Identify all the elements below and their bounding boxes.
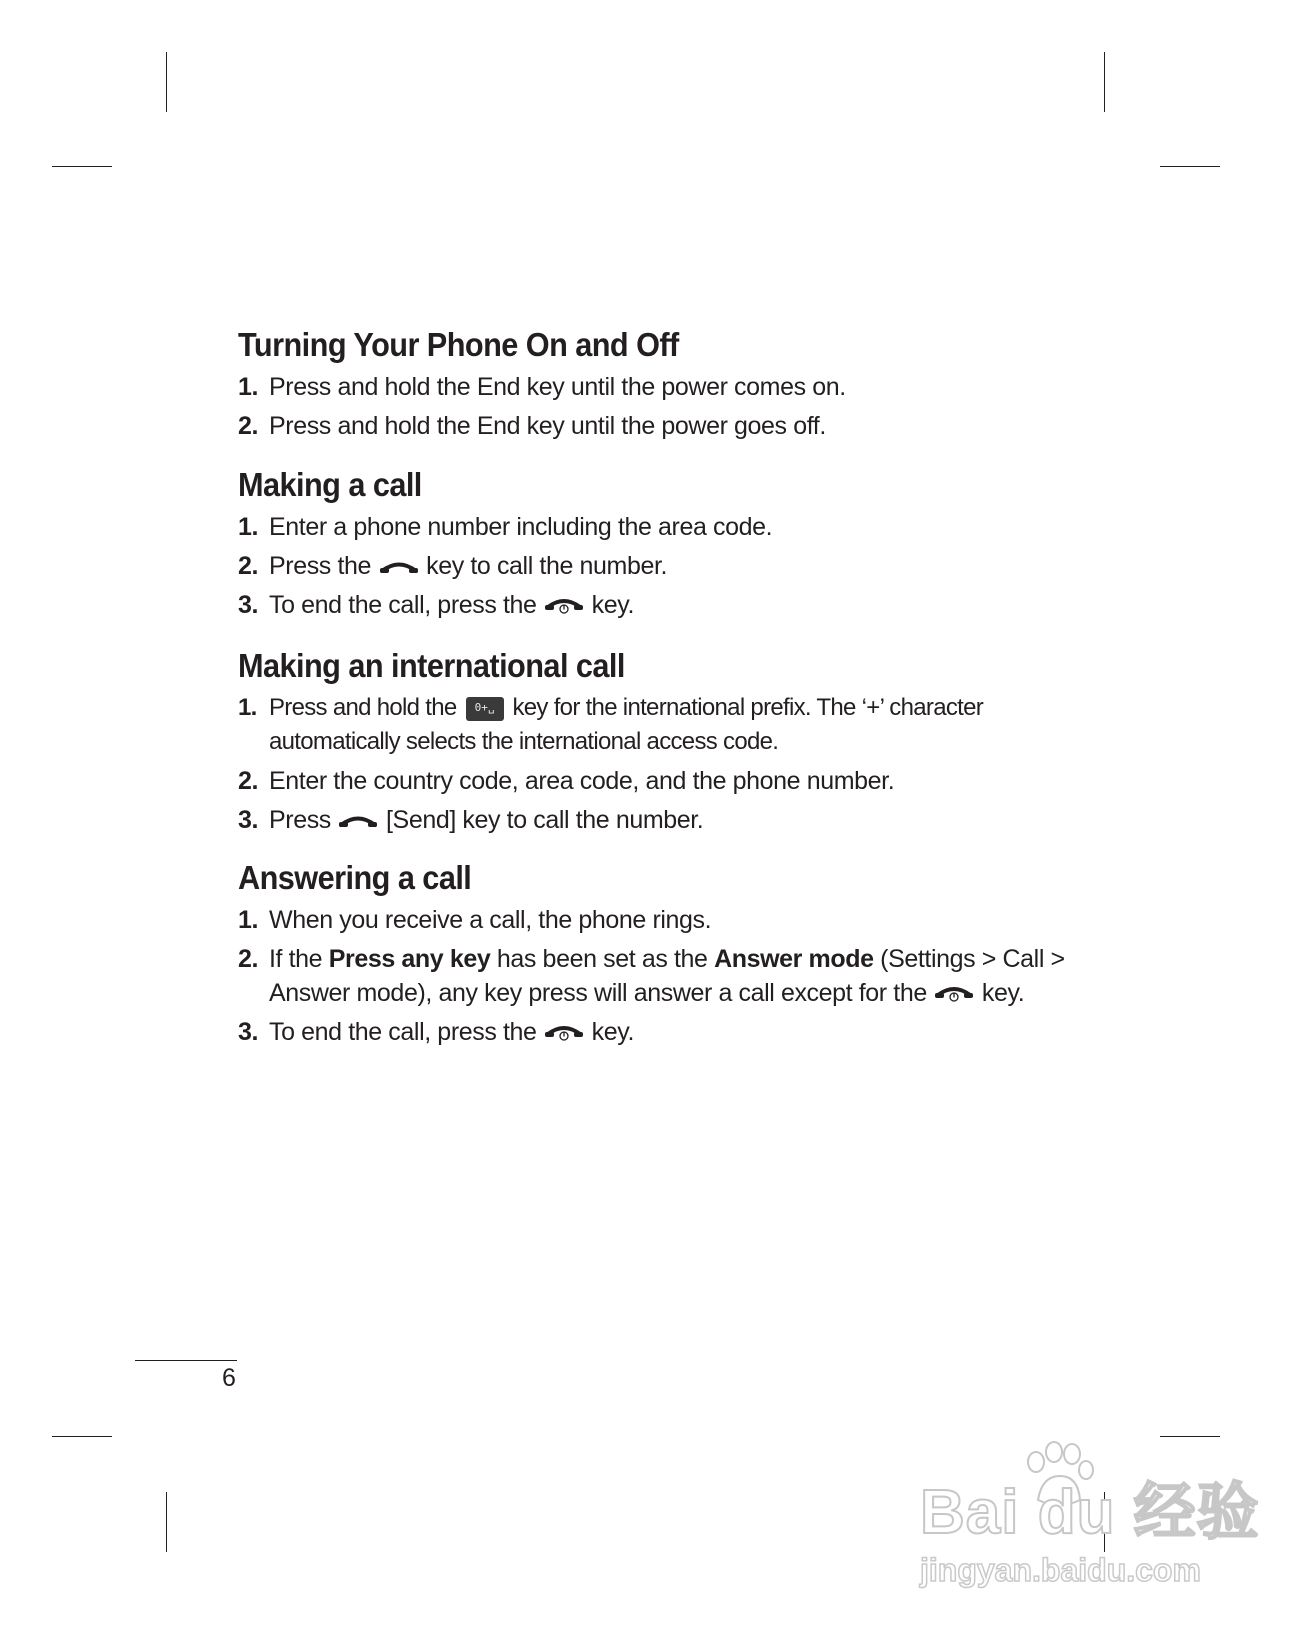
step-text-pre: To end the call, press the [269,591,537,619]
step-text-post: key. [981,979,1025,1007]
steps-list [238,510,1088,622]
step-text: Enter a phone number including the area code. [269,513,773,541]
step-number: 1. [238,373,259,401]
section-heading: Making a call [238,466,422,503]
key-label: 0+␣ [474,700,495,714]
step-text: When you receive a call, the phone rings. [269,906,712,934]
step-text-pre: To end the call, press the [269,1018,537,1046]
footer-rule [135,1360,237,1361]
step-text-pre: Press [269,806,331,834]
steps-list [238,370,1088,443]
end-key-icon [545,1024,583,1042]
step-number: 1. [238,906,259,934]
step-number: 2. [238,945,259,973]
list-item [238,588,1088,622]
section-making-call [238,465,1088,622]
page-number: 6 [222,1364,236,1392]
step-text-post: key. [591,591,635,619]
steps-list [238,903,1088,1049]
section-heading: Turning Your Phone On and Off [238,326,679,363]
end-key-icon [935,985,973,1003]
list-item [238,549,1088,583]
steps-list [238,691,1088,837]
section-heading: Answering a call [238,859,472,896]
step-number: 2. [238,767,259,795]
step-text: Enter the country code, area code, and the phone number. [269,767,895,795]
step-number: 3. [238,1018,259,1046]
send-key-icon [339,814,377,828]
crop-mark-top-right-vertical [1104,52,1105,112]
baidu-watermark [920,1440,1260,1590]
step-text-post: key for the international prefix. The ‘+’ character automatically selects the international access code. [269,694,984,755]
list-item [238,370,1088,404]
step-number: 1. [238,513,259,541]
crop-mark-top-right-horizontal [1160,166,1220,167]
section-international-call [238,646,1088,837]
zero-plus-key-icon [466,697,504,721]
list-item [238,764,1088,798]
step-number: 2. [238,412,259,440]
step-text-post: key. [591,1018,635,1046]
step-number: 1. [238,694,257,721]
watermark-logo: Bai du 经验 [920,1478,1260,1547]
crop-mark-top-left-horizontal [52,166,112,167]
crop-mark-bottom-left-horizontal [52,1436,112,1437]
step-text-post: key to call the number. [426,552,668,580]
list-item [238,691,1088,759]
watermark-url: jingyan.baidu.com [920,1552,1201,1588]
step-text-c: has been set as the [496,945,708,973]
step-text-e: (Settings > Call > Answer mode), any key press will answer a call except for the [269,945,1065,1007]
list-item [238,803,1088,837]
end-key-icon [545,597,583,615]
step-number: 2. [238,552,259,580]
step-text-pre: Press and hold the [269,694,457,721]
answer-mode-term: Answer mode [714,945,874,973]
send-key-icon [380,560,418,574]
section-answering-call [238,858,1088,1049]
list-item [238,903,1088,937]
list-item [238,1015,1088,1049]
step-text: Press and hold the End key until the power comes on. [269,373,846,401]
list-item [238,510,1088,544]
step-text: Press and hold the End key until the power goes off. [269,412,826,440]
step-text-post: [Send] key to call the number. [386,806,704,834]
list-item [238,409,1088,443]
crop-mark-bottom-right-horizontal [1160,1436,1220,1437]
step-text-a: If the [269,945,323,973]
step-number: 3. [238,806,259,834]
press-any-key-term: Press any key [328,945,491,973]
section-heading: Making an international call [238,647,625,684]
crop-mark-top-left-vertical [166,52,167,112]
section-power [238,325,1088,443]
crop-mark-bottom-left-vertical [166,1492,167,1552]
step-number: 3. [238,591,259,619]
list-item [238,942,1088,1010]
step-text-pre: Press the [269,552,372,580]
